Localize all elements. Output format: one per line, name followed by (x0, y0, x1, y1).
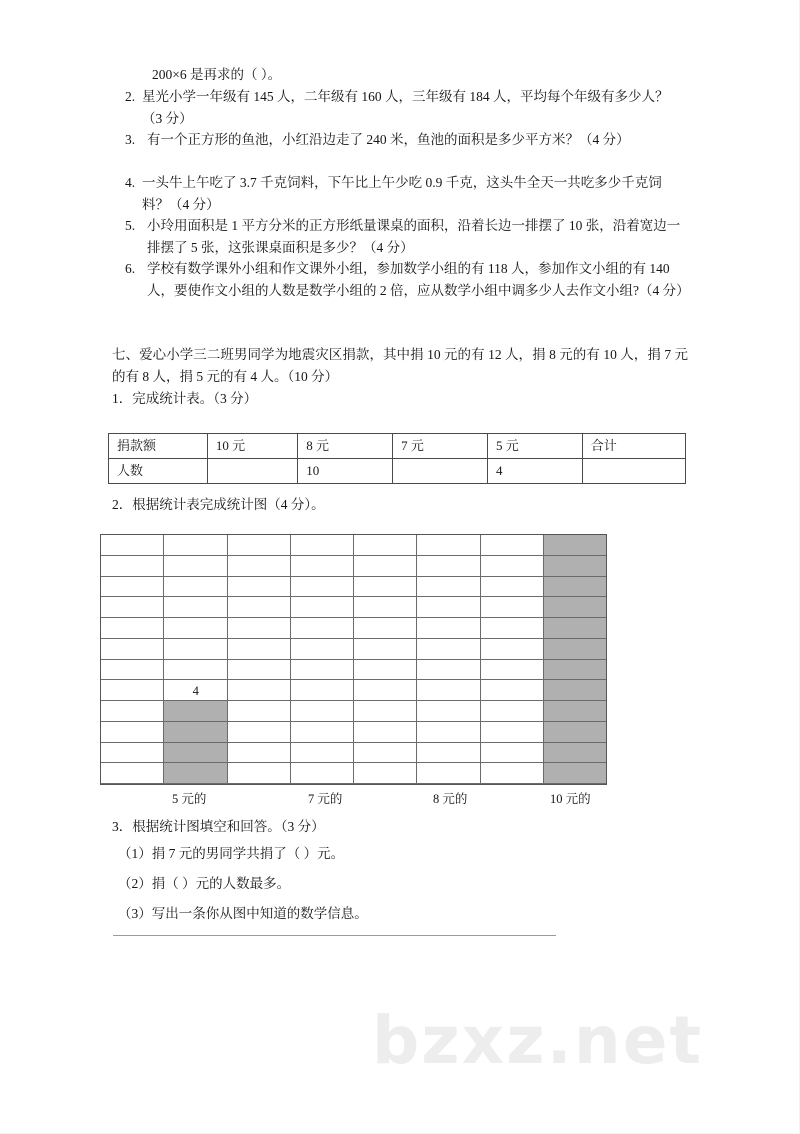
table-cell-amount-8: 8 元 (298, 434, 393, 459)
table-cell-donation-label: 捐款额 (109, 434, 208, 459)
bar-chart-grid-row (101, 577, 606, 598)
bar-chart-grid-cell[interactable] (544, 535, 606, 555)
bar-chart-grid-cell[interactable] (291, 577, 354, 597)
axis-label-7yuan: 7 元的 (308, 792, 343, 806)
bar-chart-grid-cell[interactable] (417, 701, 480, 721)
bar-chart-grid-cell[interactable] (228, 639, 291, 659)
bar-chart-grid-cell[interactable] (291, 701, 354, 721)
bar-chart-grid-cell[interactable] (354, 680, 417, 700)
question-6 (125, 258, 690, 301)
bar-chart-grid-cell[interactable] (354, 556, 417, 576)
answer-line (113, 935, 556, 936)
bar-chart-grid-cell[interactable] (544, 556, 606, 576)
bar-chart-grid-cell[interactable] (228, 535, 291, 555)
section-seven-blank-1: （1）捐 7 元的男同学共捐了（ ）元。 (118, 846, 345, 861)
bar-chart-grid-cell[interactable] (101, 722, 164, 742)
question-4 (125, 172, 687, 215)
bar-chart-grid-cell[interactable] (417, 535, 480, 555)
bar-chart-grid-cell[interactable] (228, 722, 291, 742)
bar-chart-grid-cell[interactable] (291, 618, 354, 638)
table-cell-people-8[interactable]: 10 (298, 459, 393, 484)
bar-chart-grid-cell[interactable] (354, 763, 417, 783)
bar-chart-grid-cell[interactable] (417, 763, 480, 783)
bar-chart-grid-cell[interactable] (417, 660, 480, 680)
section-seven-blank-2: （2）捐（ ）元的人数最多。 (118, 876, 291, 891)
bar-chart-grid-cell[interactable] (164, 701, 227, 721)
bar-chart-grid-cell[interactable] (228, 618, 291, 638)
bar-chart-grid-cell[interactable] (481, 701, 544, 721)
bar-chart-grid-row (101, 660, 606, 681)
bar-chart-grid-cell[interactable] (164, 743, 227, 763)
question-3-text: 有一个正方形的鱼池，小红沿边走了 240 米，鱼池的面积是多少平方米？（4 分） (147, 132, 630, 147)
bar-chart-grid-cell[interactable] (544, 701, 606, 721)
bar-chart-grid-cell[interactable] (164, 722, 227, 742)
bar-chart-grid-cell[interactable] (354, 618, 417, 638)
bar-chart-grid-cell[interactable] (101, 743, 164, 763)
bar-chart-grid-cell[interactable] (544, 577, 606, 597)
bar-chart-grid-cell[interactable] (417, 743, 480, 763)
bar-chart-grid-cell[interactable] (544, 660, 606, 680)
bar-chart-grid-cell[interactable] (544, 639, 606, 659)
bar-chart-grid-cell[interactable] (481, 660, 544, 680)
bar-chart-grid-cell[interactable] (164, 660, 227, 680)
bar-chart-grid-cell[interactable] (544, 722, 606, 742)
bar-chart-grid-cell[interactable] (354, 597, 417, 617)
bar-chart-grid-cell[interactable] (544, 597, 606, 617)
bar-chart-grid-cell[interactable] (164, 535, 227, 555)
bar-chart-grid-cell[interactable] (354, 660, 417, 680)
bar-chart-grid-cell[interactable] (228, 763, 291, 783)
question-2 (125, 86, 687, 129)
bar-chart-grid-cell[interactable] (481, 535, 544, 555)
bar-chart-grid-row (101, 763, 606, 784)
bar-chart-grid-cell[interactable] (481, 577, 544, 597)
section-seven-blank-3: （3）写出一条你从图中知道的数学信息。 (118, 906, 368, 921)
bar-chart-grid-cell[interactable] (101, 763, 164, 783)
bar-chart-grid-cell[interactable] (417, 722, 480, 742)
bar-chart-grid-cell[interactable] (291, 535, 354, 555)
question-5-number: 5. (125, 218, 136, 233)
bar-chart-grid-cell[interactable] (101, 556, 164, 576)
bar-chart-grid-cell[interactable] (291, 743, 354, 763)
bar-chart-grid-cell[interactable] (481, 722, 544, 742)
question-6-number: 6. (125, 261, 136, 276)
bar-chart-grid-cell[interactable] (228, 556, 291, 576)
bar-chart-grid-cell[interactable] (354, 577, 417, 597)
bar-chart-grid-cell[interactable] (481, 763, 544, 783)
bar-chart-grid (100, 534, 607, 785)
question-2-text: 星光小学一年级有 145 人，二年级有 160 人，三年级有 184 人，平均每个年级有多少人？（3 分） (142, 89, 669, 126)
bar-chart-grid-cell[interactable] (228, 701, 291, 721)
bar-chart-grid-row (101, 701, 606, 722)
question-2-number: 2. (125, 89, 136, 104)
bar-chart-grid-cell[interactable] (101, 618, 164, 638)
question-3 (125, 129, 687, 151)
bar-chart-grid-cell[interactable] (291, 660, 354, 680)
axis-label-5yuan: 5 元的 (172, 792, 207, 806)
bar-chart-grid-cell[interactable] (417, 597, 480, 617)
bar-chart-grid-cell[interactable] (291, 680, 354, 700)
bar-chart-grid-cell[interactable] (164, 618, 227, 638)
statistics-table (108, 433, 686, 484)
bar-chart-grid-row (101, 597, 606, 618)
bar-chart-axis-labels (100, 789, 605, 811)
bar-chart-grid-cell[interactable] (291, 722, 354, 742)
bar-chart-grid-cell[interactable] (228, 743, 291, 763)
bar-chart-grid-row (101, 722, 606, 743)
bar-chart-grid-cell[interactable] (101, 597, 164, 617)
section-seven-subquestion-1: 1．完成统计表。（3 分） (112, 391, 258, 406)
bar-chart (100, 534, 607, 811)
question-5 (125, 215, 687, 258)
bar-chart-grid-cell[interactable] (544, 743, 606, 763)
bar-chart-grid-cell[interactable] (291, 597, 354, 617)
bar-chart-grid-cell[interactable] (481, 597, 544, 617)
bar-chart-grid-cell[interactable] (417, 556, 480, 576)
bar-chart-grid-cell[interactable] (101, 535, 164, 555)
table-row-header (109, 434, 686, 459)
bar-chart-grid-cell[interactable] (164, 597, 227, 617)
bar-chart-grid-cell[interactable] (228, 597, 291, 617)
question-4-text: 一头牛上午吃了 3.7 千克饲料，下午比上午少吃 0.9 千克，这头牛全天一共吃多少千克饲料？（4 分） (142, 175, 662, 212)
table-cell-amount-10: 10 元 (207, 434, 297, 459)
bar-chart-grid-cell[interactable] (101, 680, 164, 700)
bar-chart-grid-cell[interactable] (354, 701, 417, 721)
table-cell-people-label: 人数 (109, 459, 208, 484)
bar-chart-grid-row (101, 743, 606, 764)
bar-chart-grid-cell[interactable] (291, 639, 354, 659)
question-1-tail-text: 200×6 是再求的（ ）。 (152, 67, 282, 82)
bar-chart-grid-cell[interactable] (417, 680, 480, 700)
section-seven-subquestion-2: 2．根据统计表完成统计图（4 分）。 (112, 497, 325, 512)
bar-chart-grid-cell[interactable] (544, 763, 606, 783)
bar-chart-grid-row (101, 618, 606, 639)
bar-chart-grid-cell[interactable] (481, 743, 544, 763)
section-seven-subquestion-3: 3．根据统计图填空和回答。（3 分） (112, 819, 325, 834)
table-cell-people-total[interactable] (582, 459, 685, 484)
bar-chart-grid-cell[interactable] (544, 618, 606, 638)
table-cell-amount-7: 7 元 (393, 434, 488, 459)
bar-chart-grid-cell[interactable] (291, 763, 354, 783)
bar-chart-grid-cell[interactable] (417, 618, 480, 638)
bar-chart-grid-cell[interactable] (228, 680, 291, 700)
table-row-people (109, 459, 686, 484)
axis-label-8yuan: 8 元的 (433, 792, 468, 806)
question-1-tail (152, 64, 672, 86)
bar-chart-grid-cell[interactable] (544, 680, 606, 700)
bar-chart-grid-row (101, 639, 606, 660)
table-cell-people-10[interactable] (207, 459, 297, 484)
bar-chart-grid-cell[interactable] (417, 577, 480, 597)
table-cell-people-7[interactable] (393, 459, 488, 484)
bar-chart-grid-cell[interactable] (481, 618, 544, 638)
question-5-text: 小玲用面积是 1 平方分米的正方形纸量课桌的面积，沿着长边一排摆了 10 张，沿着宽边一排摆了 5 张，这张课桌面积是多少？（4 分） (147, 218, 681, 255)
bar-chart-grid-cell[interactable] (228, 577, 291, 597)
bar-chart-grid-cell[interactable] (101, 577, 164, 597)
bar-chart-grid-cell[interactable] (481, 680, 544, 700)
bar-chart-grid-cell[interactable] (101, 660, 164, 680)
bar-chart-grid-cell[interactable] (164, 577, 227, 597)
bar-chart-grid-cell[interactable] (354, 535, 417, 555)
bar-chart-grid-row (101, 556, 606, 577)
bar-chart-grid-cell[interactable] (228, 660, 291, 680)
table-cell-amount-5: 5 元 (487, 434, 582, 459)
table-cell-total: 合计 (582, 434, 685, 459)
bar-chart-grid-row (101, 535, 606, 556)
question-4-number: 4. (125, 175, 136, 190)
bar-chart-grid-cell[interactable] (481, 556, 544, 576)
bar-value-label-5yuan: 4 (192, 684, 199, 698)
bar-chart-grid-cell[interactable] (164, 639, 227, 659)
bar-chart-grid-cell[interactable] (354, 743, 417, 763)
bar-chart-grid-cell[interactable] (101, 639, 164, 659)
bar-chart-grid-cell[interactable] (481, 639, 544, 659)
question-3-number: 3. (125, 132, 136, 147)
bar-chart-grid-cell[interactable] (164, 556, 227, 576)
bar-chart-grid-cell[interactable] (354, 639, 417, 659)
bar-chart-grid-cell[interactable] (417, 639, 480, 659)
section-seven-heading: 七、爱心小学三二班男同学为地震灾区捐款，其中捐 10 元的有 12 人，捐 8 元的有 10 人，捐 7 元的有 8 人，捐 5 元的有 4 人。（10 分） (112, 347, 688, 384)
site-watermark: bzxz.net (372, 1002, 704, 1079)
bar-chart-grid-cell[interactable] (164, 763, 227, 783)
bar-chart-grid-cell[interactable] (101, 701, 164, 721)
axis-label-10yuan: 10 元的 (550, 792, 591, 806)
question-6-text: 学校有数学课外小组和作文课外小组，参加数学小组的有 118 人，参加作文小组的有 140 人，要使作文小组的人数是数学小组的 2 倍，应从数学小组中调多少人去作文小组?（4 分） (147, 261, 690, 298)
table-cell-people-5[interactable]: 4 (487, 459, 582, 484)
bar-chart-grid-cell[interactable] (291, 556, 354, 576)
bar-chart-grid-cell[interactable] (354, 722, 417, 742)
